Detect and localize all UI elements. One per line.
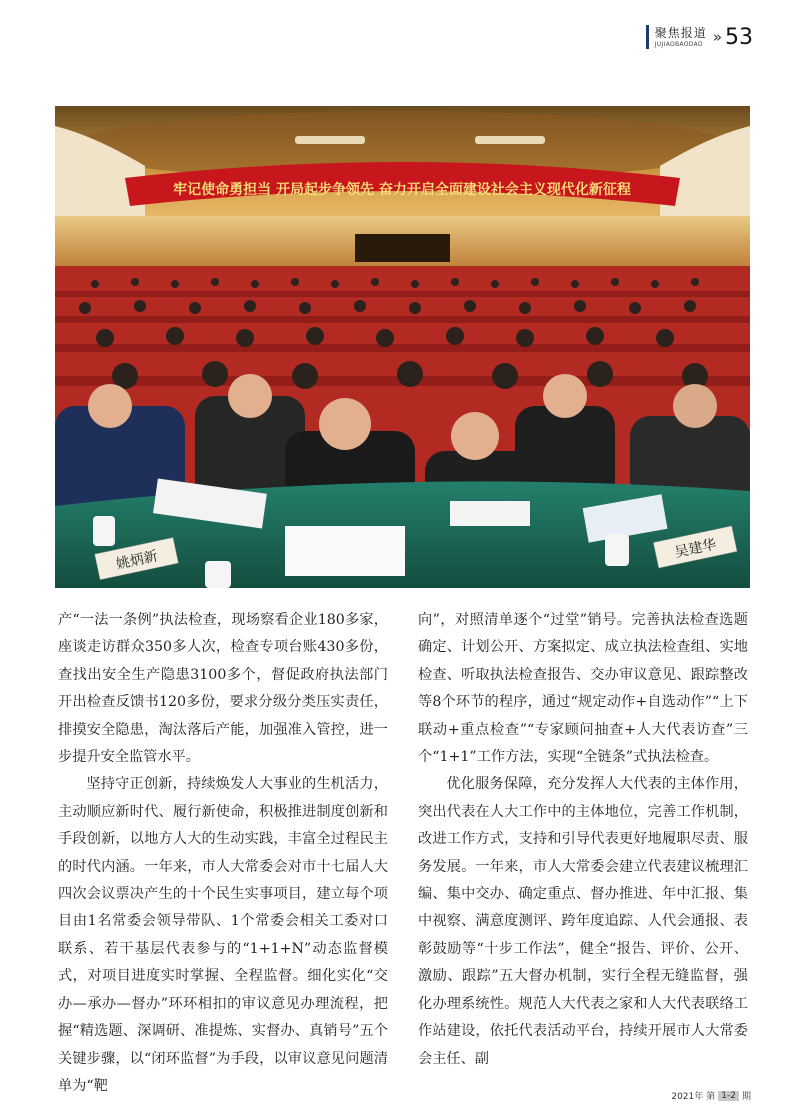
meeting-photo bbox=[55, 106, 750, 588]
page-header bbox=[646, 22, 753, 52]
nameplate-right: 吴建华 bbox=[673, 536, 718, 562]
section-title: 聚焦报道 bbox=[654, 25, 707, 40]
page-footer bbox=[671, 1089, 751, 1102]
paragraph: 坚持守正创新，持续焕发人大事业的生机活力，主动顺应新时代、履行新使命，积极推进制度创新和手段创新，以地方人大的生动实践，丰富全过程民主的时代内涵。一年来，市人大常委会对市十七届人大四次会议票决产生的十个民生实事项目，建立每个项目由1名常委会领导带队、1个常委会相关工委对口联系、若干基层代表参与的“1+1+N”动态监督模式，对项目进度实时掌握、全程监督。细化实化“交办—承办—督办”环环相扣的审议意见办理流程，把握“精选题、深调研、准提炼、实督办、真销号”五个关键步骤，以“闭环监督”为手段，以审议意见问题清单为“靶 bbox=[58, 776, 388, 1094]
chevron-icon: » bbox=[712, 28, 722, 46]
article-column-left bbox=[58, 607, 388, 1100]
footer-di: 第 bbox=[706, 1092, 716, 1102]
footer-issue: 1-2 bbox=[718, 1091, 739, 1101]
article-column-right bbox=[418, 607, 748, 1073]
footer-year: 2021年 bbox=[671, 1092, 704, 1102]
banner-text: 牢记使命勇担当 开局起步争领先 奋力开启全面建设社会主义现代化新征程 bbox=[173, 182, 631, 198]
header-accent-bar bbox=[646, 25, 649, 49]
section-label bbox=[655, 27, 707, 48]
section-title-pinyin: JUJIAOBAODAO bbox=[654, 40, 703, 48]
nameplate-left: 姚炳新 bbox=[114, 548, 160, 573]
page-number: 53 bbox=[725, 24, 753, 50]
paragraph: 向”，对照清单逐个“过堂”销号。完善执法检查选题确定、计划公开、方案拟定、成立执法检查组、实地检查、听取执法检查报告、交办审议意见、跟踪整改等8个环节的程序，通过“规定动作+自选动作”“上下联动+重点检查”“专家顾问抽查+人大代表访查”三个“1+1”工作方法，实现“全链条”式执法检查。 bbox=[418, 612, 748, 766]
paragraph: 产“一法一条例”执法检查，现场察看企业180多家，座谈走访群众350多人次，检查专项台账430多份，查找出安全生产隐患3100多个，督促政府执法部门开出检查反馈书120多份，要求分级分类压实责任，排摸安全隐患，淘汰落后产能，加强准入管控，进一步提升安全监管水平。 bbox=[58, 612, 388, 766]
paragraph: 优化服务保障，充分发挥人大代表的主体作用，突出代表在人大工作中的主体地位，完善工作机制，改进工作方式，支持和引导代表更好地履职尽责、服务发展。一年来，市人大常委会建立代表建议梳理汇编、集中交办、确定重点、督办推进、年中汇报、集中视察、满意度测评、跨年度追踪、人代会通报、表彰鼓励等“十步工作法”，健全“报告、评价、公开、激励、跟踪”五大督办机制，实行全程无缝监督，强化办理系统性。规范人大代表之家和人大代表联络工作站建设，依托代表活动平台，持续开展市人大常委会主任、副 bbox=[418, 776, 748, 1067]
footer-qi: 期 bbox=[741, 1092, 751, 1102]
